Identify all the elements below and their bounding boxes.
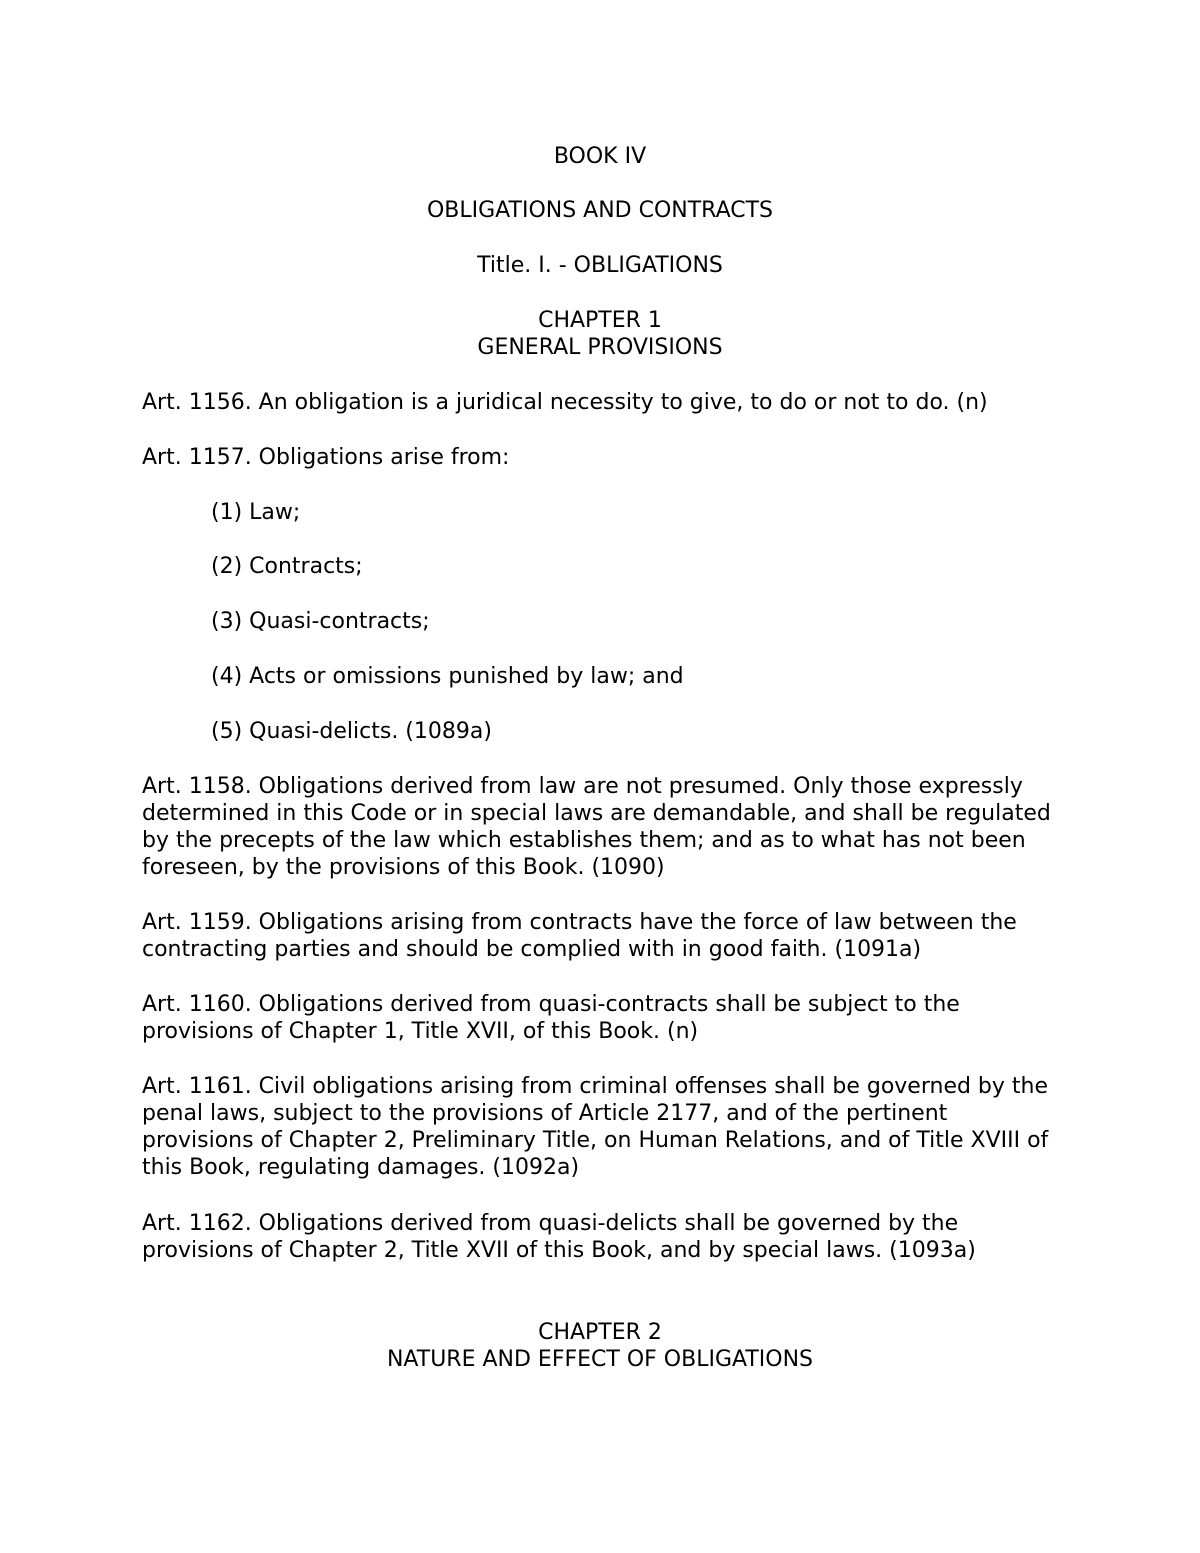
article-1157-item: (4) Acts or omissions punished by law; and bbox=[211, 664, 684, 689]
article-1159: Art. 1159. Obligations arising from contracts have the force of law between the contracting parties and should be complied with in good faith. (1091a) bbox=[142, 910, 1017, 962]
title-heading: Title. I. - OBLIGATIONS bbox=[477, 253, 723, 278]
article-1162: Art. 1162. Obligations derived from quasi-delicts shall be governed by the provisions of Chapter 2, Title XVII of this Book, and by special laws. (1093a) bbox=[142, 1211, 976, 1263]
book-number: BOOK IV bbox=[553, 144, 647, 169]
article-1157-item: (3) Quasi-contracts; bbox=[211, 609, 430, 634]
article-1160: Art. 1160. Obligations derived from quasi-contracts shall be subject to the provisions of Chapter 1, Title XVII, of this Book. (n) bbox=[142, 992, 960, 1044]
article-1156: Art. 1156. An obligation is a juridical necessity to give, to do or not to do. (n) bbox=[142, 390, 988, 415]
article-1161: Art. 1161. Civil obligations arising from criminal offenses shall be governed by the penal laws, subject to the provisions of Article 2177, and of the pertinent provisions of Chapter 2, Preliminary Title, on Human Relations, and of Title XVIII of this Book, regulating damages. (1092a) bbox=[142, 1074, 1049, 1180]
chapter-2-label: CHAPTER 2 bbox=[538, 1320, 662, 1345]
article-1157-item: (2) Contracts; bbox=[211, 554, 363, 579]
chapter-1-label: CHAPTER 1 bbox=[538, 308, 662, 333]
article-1158: Art. 1158. Obligations derived from law are not presumed. Only those expressly determined in this Code or in special laws are demandable, and shall be regulated by the precepts of the law which establishes them; and as to what has not been foreseen, by the provisions of this Book. (1090) bbox=[142, 774, 1051, 880]
article-1157-item: (1) Law; bbox=[211, 500, 301, 525]
chapter-2-name: NATURE AND EFFECT OF OBLIGATIONS bbox=[386, 1347, 814, 1372]
chapter-1-name: GENERAL PROVISIONS bbox=[477, 335, 723, 360]
book-title: OBLIGATIONS AND CONTRACTS bbox=[426, 198, 774, 223]
article-1157-intro: Art. 1157. Obligations arise from: bbox=[142, 445, 510, 470]
article-1157-item: (5) Quasi-delicts. (1089a) bbox=[211, 719, 492, 744]
